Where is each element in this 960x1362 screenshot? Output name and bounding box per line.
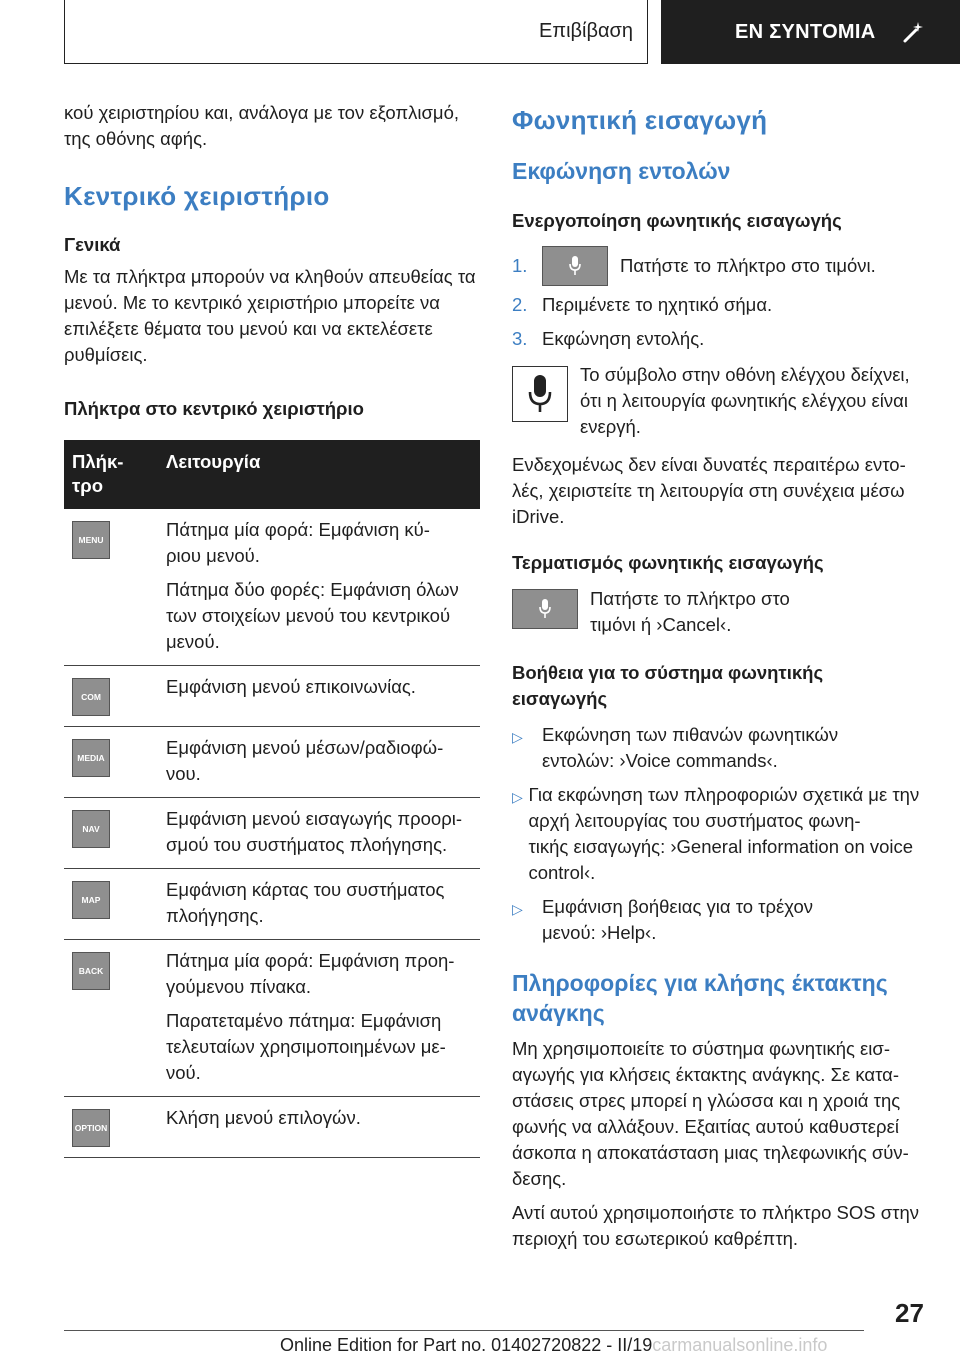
heading-general: Γενικά	[64, 234, 121, 255]
triangle-bullet-icon: ▷	[512, 789, 523, 805]
voice-symbol-box	[512, 366, 568, 422]
end-instruction	[512, 586, 928, 638]
list-item	[512, 722, 928, 774]
step-text: Εκφώνηση εντολής.	[542, 328, 705, 349]
help-list	[512, 722, 928, 946]
list-item	[512, 894, 928, 946]
heading-emergency-calls: Πληροφορίες για κλήσης έκτακτης ανάγκης	[512, 970, 888, 1026]
triangle-bullet-icon: ▷	[512, 729, 523, 745]
edition-text: Online Edition for Part no. 01402720822 - II/19	[280, 1335, 653, 1355]
intro-text: κού χειριστηρίου και, ανάλογα με τον εξοπλισμό, της οθόνης αφής.	[64, 102, 460, 149]
bullet-text: Για εκφώνηση των πληροφοριών σχετικά με την αρχή λειτουργίας του συστήματος φωνη- τικής εισαγωγής: ›General information on voice control‹.	[528, 784, 920, 883]
heading-help: Βοήθεια για το σύστημα φωνητικής εισαγωγής	[512, 662, 824, 709]
footer-text	[280, 1335, 827, 1356]
key-nav-icon: NAV	[72, 810, 110, 848]
microphone-icon	[527, 374, 553, 414]
section-title: Επιβίβαση	[538, 20, 633, 42]
heading-end-voice: Τερματισμός φωνητικής εισαγωγής	[512, 552, 824, 573]
table-row	[64, 940, 480, 1097]
table-row	[64, 727, 480, 798]
footer-divider	[64, 1330, 864, 1331]
key-com-icon: COM	[72, 678, 110, 716]
step-number: 3.	[512, 328, 528, 349]
list-item	[512, 782, 928, 886]
right-column	[512, 96, 928, 1252]
general-text: Με τα πλήκτρα μπορούν να κληθούν απευθείας τα μενού. Με το κεντρικό χειριστήριο μπορείτε να επιλέξετε θέματα του μενού και να εκτελέσετε ρυθμίσεις.	[64, 266, 476, 365]
step-item	[512, 292, 928, 318]
heading-keys: Πλήκτρα στο κεντρικό χειριστήριο	[64, 398, 364, 419]
watermark: carmanualsonline.info	[652, 1335, 828, 1355]
table-row	[64, 798, 480, 869]
microphone-icon	[538, 598, 552, 620]
symbol-note	[512, 362, 928, 440]
heading-voice-input: Φωνητική εισαγωγή	[512, 105, 768, 135]
keys-table	[64, 440, 480, 1158]
step-text: Πατήστε το πλήκτρο στο τιμόνι.	[620, 255, 876, 276]
chapter-tab	[661, 0, 960, 64]
key-menu-icon: MENU	[72, 521, 110, 559]
heading-central-controller: Κεντρικό χειριστήριο	[64, 181, 330, 211]
steering-voice-button	[542, 246, 608, 286]
function-text: Κλήση μενού επιλογών.	[166, 1107, 361, 1128]
step-number: 1.	[512, 255, 528, 276]
steering-voice-button	[512, 589, 578, 629]
symbol-note-text: Το σύμβολο στην οθόνη ελέγχου δείχνει, ότι η λειτουργία φωνητικής ελέγχου είναι ενεργή.	[580, 364, 910, 437]
step-item	[512, 246, 928, 286]
step-number: 2.	[512, 294, 528, 315]
function-text: Πάτημα μία φορά: Εμφάνιση κύ- ριου μενού.	[166, 519, 430, 566]
table-row	[64, 666, 480, 727]
left-column	[64, 96, 480, 1158]
function-text: Παρατεταμένο πάτημα: Εμφάνιση τελευταίων χρησιμοποιημένων με- νού.	[166, 1010, 446, 1083]
function-text: Πάτημα μία φορά: Εμφάνιση προη- γούμενου πίνακα.	[166, 950, 455, 997]
microphone-icon	[568, 255, 582, 277]
bullet-text: Εμφάνιση βοήθειας για το τρέχον μενού: ›Help‹.	[542, 896, 814, 943]
key-option-icon: OPTION	[72, 1109, 110, 1147]
function-text: Εμφάνιση κάρτας του συστήματος πλοήγησης.	[166, 879, 445, 926]
section-tab	[64, 0, 648, 64]
chapter-title: ΕΝ ΣΥΝΤΟΜΙΑ	[735, 20, 876, 43]
bullet-text: Εκφώνηση των πιθανών φωνητικών εντολών: ›Voice commands‹.	[542, 724, 839, 771]
function-text: Εμφάνιση μενού μέσων/ραδιοφώ- νου.	[166, 737, 444, 784]
function-text: Πάτημα δύο φορές: Εμφάνιση όλων των στοιχείων μενού του κεντρικού μενού.	[166, 579, 459, 652]
heading-speak-commands: Εκφώνηση εντολών	[512, 158, 731, 184]
emergency-text: Μη χρησιμοποιείτε το σύστημα φωνητικής εισ- αγωγής για κλήσεις έκτακτης ανάγκης. Σε κατα- στάσεις στρες μπορεί η γλώσσα και η χροιά της φωνής να αλλάξουν. Εξαιτίας αυτού καθυστερεί άσκοπα η αποκατάσταση μιας τηλεφωνικής σύν- δεσης.	[512, 1038, 909, 1189]
key-map-icon: MAP	[72, 881, 110, 919]
sos-text: Αντί αυτού χρησιμοποιήστε το πλήκτρο SOS στην περιοχή του εσωτερικού καθρέπτη.	[512, 1202, 920, 1249]
step-text: Περιμένετε το ηχητικό σήμα.	[542, 294, 773, 315]
page-number: 27	[895, 1298, 924, 1328]
key-back-icon: BACK	[72, 952, 110, 990]
function-text: Εμφάνιση μενού εισαγωγής προορι- σμού του συστήματος πλοήγησης.	[166, 808, 463, 855]
step-item	[512, 326, 928, 352]
heading-activate-voice: Ενεργοποίηση φωνητικής εισαγωγής	[512, 210, 842, 231]
table-header-function: Λειτουργία	[158, 440, 480, 509]
table-row	[64, 1097, 480, 1158]
table-row	[64, 509, 480, 666]
key-media-icon: MEDIA	[72, 739, 110, 777]
end-text: Πατήστε το πλήκτρο στο τιμόνι ή ›Cancel‹.	[590, 588, 790, 635]
magic-wand-icon	[902, 20, 926, 44]
table-row	[64, 869, 480, 940]
function-text: Εμφάνιση μενού επικοινωνίας.	[166, 676, 416, 697]
table-header-key: Πλήκ- τρο	[64, 440, 158, 509]
fallback-text: Ενδεχομένως δεν είναι δυνατές περαιτέρω εντο- λές, χειριστείτε τη λειτουργία στη συνέχεια μέσω iDrive.	[512, 454, 906, 527]
triangle-bullet-icon: ▷	[512, 901, 523, 917]
